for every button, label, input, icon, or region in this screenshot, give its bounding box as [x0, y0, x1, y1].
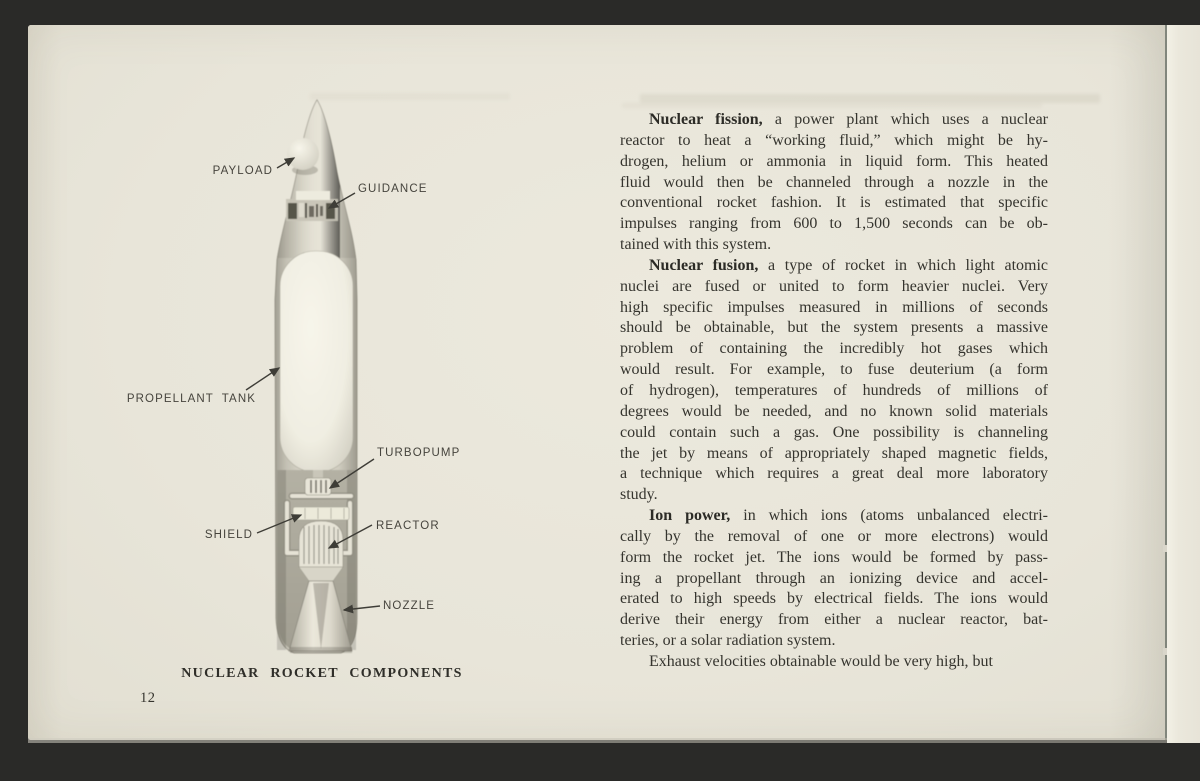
text-line: a technique which requires a great deal more laboratory: [620, 465, 1048, 483]
text-line: of hydrogen), temperatures of hundreds of millions of: [620, 381, 1048, 399]
rocket-illustration: [275, 100, 357, 653]
paragraph-lead: Nuclear fusion,: [649, 256, 759, 274]
label-payload: PAYLOAD: [212, 165, 273, 177]
text-line: ing a propellant through an ionizing device and accel-: [620, 569, 1048, 587]
text-line: the jet by means of appropriately shaped magnetic fields,: [620, 444, 1048, 462]
text-line: study.: [620, 486, 658, 504]
label-turbopump: TURBOPUMP: [377, 447, 461, 459]
page-number: 12: [140, 690, 156, 706]
paragraph-lead: Ion power,: [649, 507, 731, 525]
text-line: high specific impulses measured in millions of seconds: [620, 298, 1048, 316]
text-line: nuclei are fused or united to form heavier nuclei. Very: [620, 277, 1048, 295]
text-line: tained with this system.: [620, 236, 772, 254]
label-shield: SHIELD: [204, 529, 253, 541]
text-line: Ion power, in which ions (atoms unbalanced electri-: [649, 507, 1048, 525]
text-line: could contain such a gas. One possibility is channeling: [620, 423, 1048, 441]
text-line: problem of containing the incredibly hot gases which: [620, 340, 1048, 358]
text-line: impulses ranging from 600 to 1,500 seconds can be ob-: [620, 215, 1048, 233]
paragraph-lead: Nuclear fission,: [649, 111, 763, 128]
text-line: derive their energy from either a nuclear reactor, bat-: [620, 611, 1048, 629]
text-line: fluid would then be channeled through a nozzle in the: [620, 173, 1048, 191]
article: [620, 110, 1048, 673]
figure-caption: NUCLEAR ROCKET COMPONENTS: [181, 666, 463, 681]
label-guidance: GUIDANCE: [358, 183, 428, 195]
text-line: degrees would be needed, and no known solid materials: [620, 402, 1048, 420]
label-propellant-tank: PROPELLANT TANK: [126, 393, 256, 405]
text-line: teries, or a solar radiation system.: [620, 632, 836, 650]
label-reactor: REACTOR: [376, 520, 440, 532]
text-line: Exhaust velocities obtainable would be very high, but: [649, 652, 993, 670]
text-line: would result. For example, to fuse deuterium (a form: [620, 361, 1048, 379]
text-line: form the rocket jet. The ions would be formed by pass-: [620, 548, 1048, 566]
text-line: erated to high speeds by electrical fields. The ions would: [620, 590, 1048, 608]
text-line: drogen, helium or ammonia in liquid form. This heated: [620, 152, 1048, 170]
text-line: Nuclear fission, a power plant which uses a nuclear: [649, 111, 1048, 128]
text-line: cally by the removal of one or more electrons) would: [620, 527, 1048, 545]
text-line: Nuclear fusion, a type of rocket in which light atomic: [649, 256, 1048, 274]
text-line: conventional rocket fashion. It is estimated that specific: [620, 194, 1048, 212]
label-nozzle: NOZZLE: [383, 600, 435, 612]
text-line: should be obtainable, but the system presents a massive: [620, 319, 1048, 337]
text-line: reactor to heat a “working fluid,” which might be hy-: [620, 131, 1048, 149]
